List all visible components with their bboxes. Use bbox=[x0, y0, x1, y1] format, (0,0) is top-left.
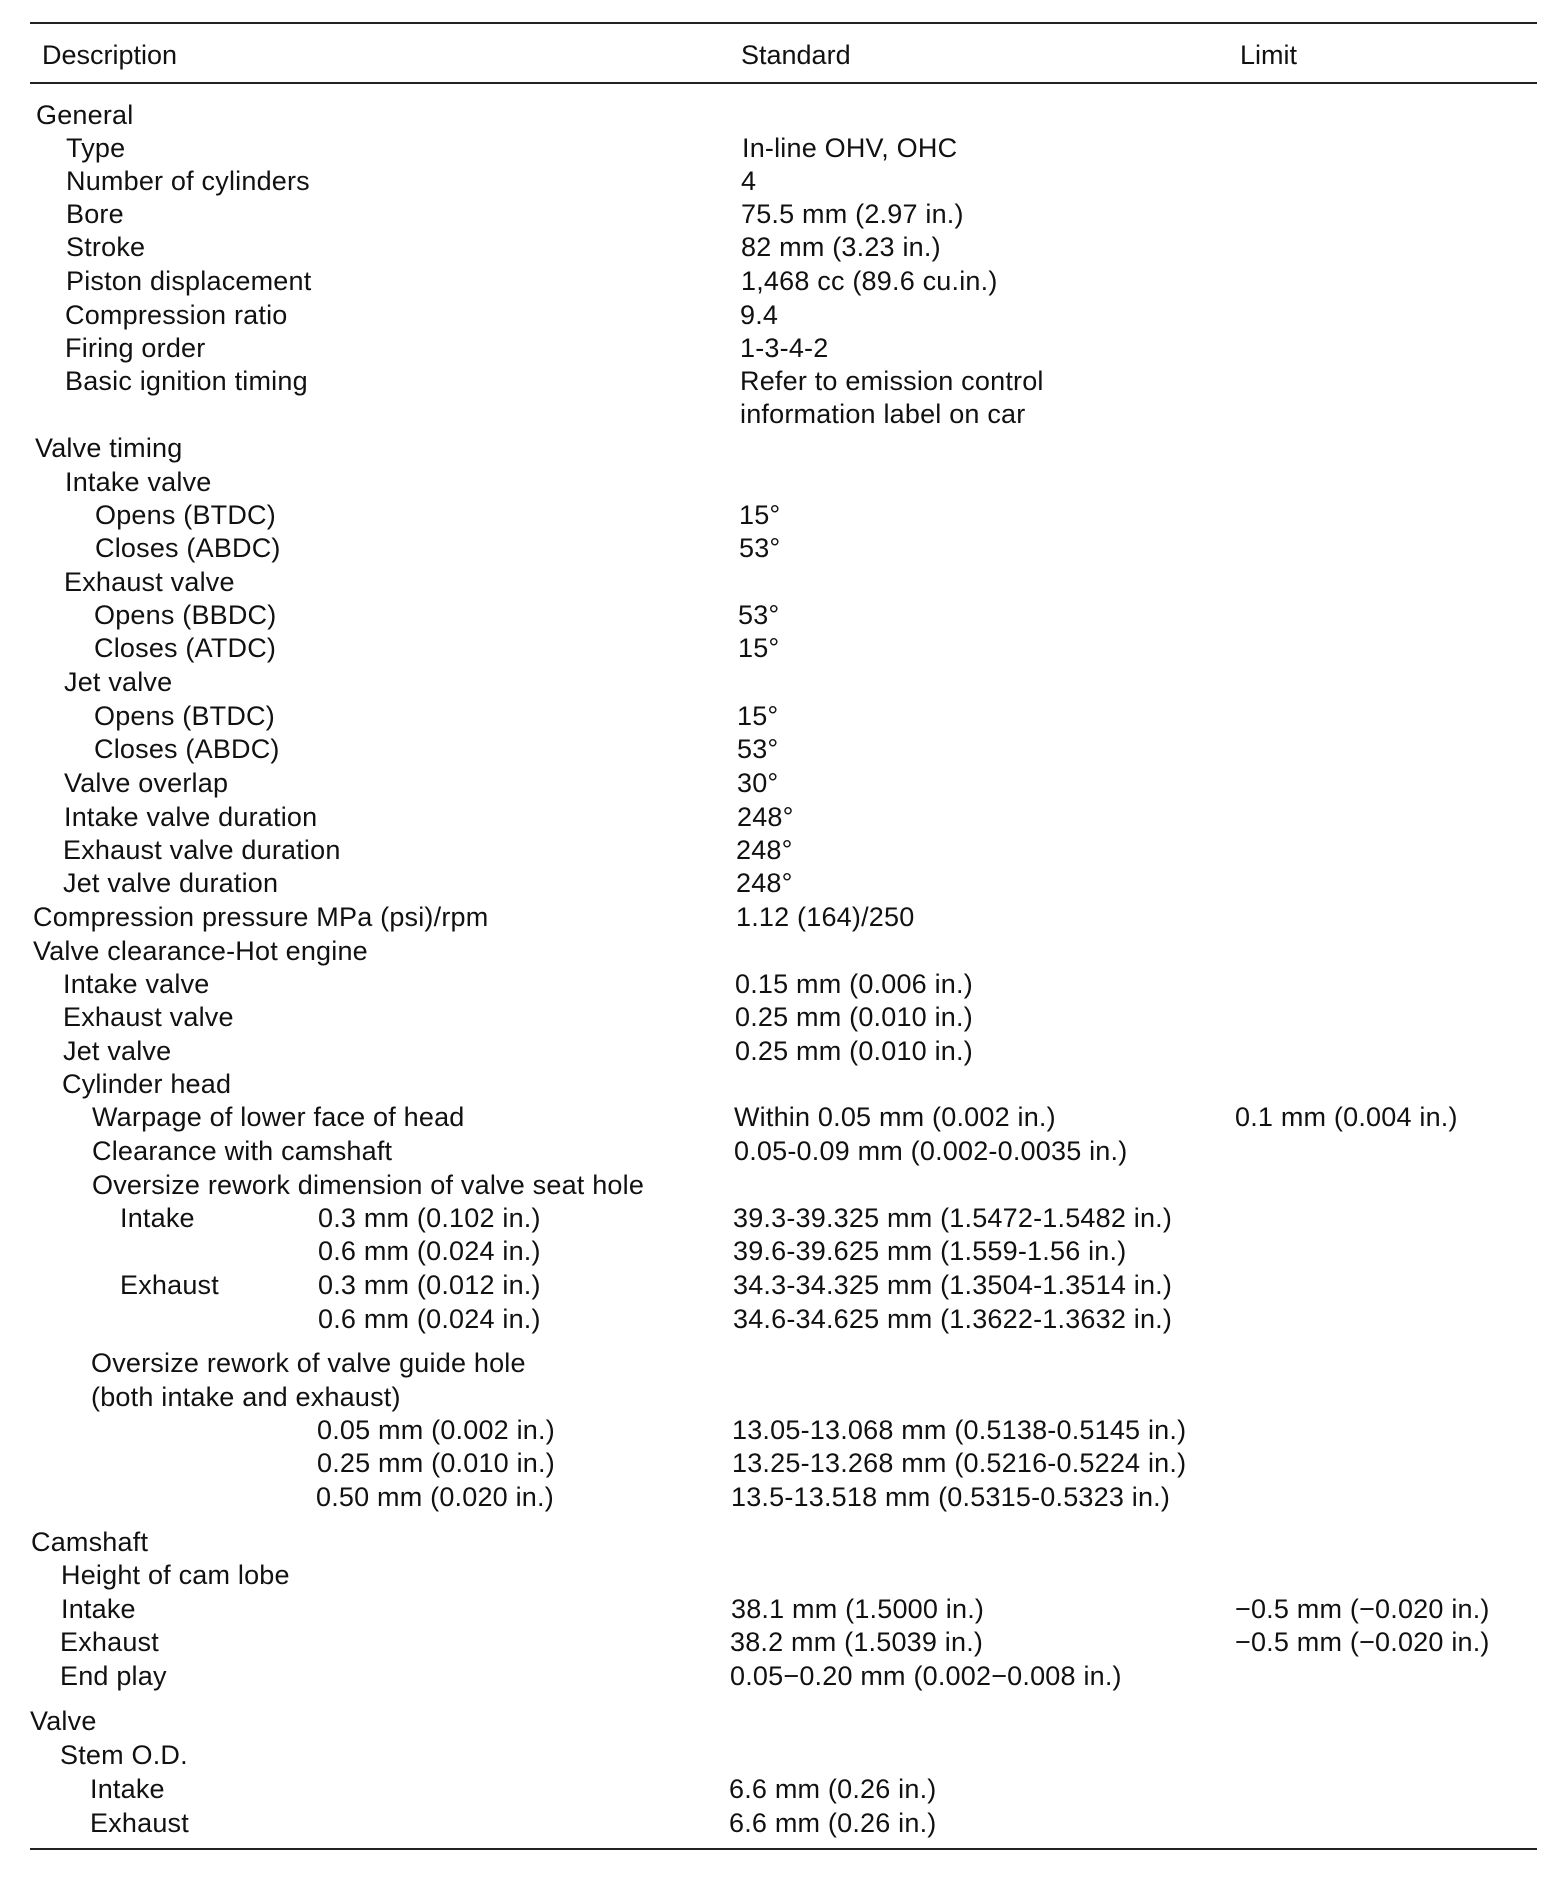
row-oversize: 0.3 mm (0.012 in.) bbox=[318, 1270, 541, 1300]
table-row bbox=[0, 1413, 1568, 1447]
table-row bbox=[0, 364, 1568, 398]
row-standard: 15° bbox=[738, 633, 780, 663]
row-standard: 0.15 mm (0.006 in.) bbox=[735, 969, 973, 999]
row-description: Jet valve bbox=[64, 667, 173, 697]
table-row bbox=[0, 264, 1568, 298]
row-description: Compression ratio bbox=[65, 300, 288, 330]
table-row bbox=[0, 866, 1568, 900]
row-standard: 6.6 mm (0.26 in.) bbox=[729, 1808, 937, 1838]
row-description: Stroke bbox=[66, 232, 146, 262]
table-row bbox=[0, 565, 1568, 599]
table-row bbox=[0, 1738, 1568, 1772]
row-standard: 0.25 mm (0.010 in.) bbox=[735, 1002, 973, 1032]
row-description: Exhaust bbox=[60, 1627, 159, 1657]
row-description: Intake bbox=[61, 1594, 136, 1624]
row-description: Intake valve bbox=[63, 969, 210, 999]
row-standard: 1-3-4-2 bbox=[740, 333, 829, 363]
row-standard: 1.12 (164)/250 bbox=[736, 902, 915, 932]
row-standard: 9.4 bbox=[740, 300, 779, 330]
row-standard: 82 mm (3.23 in.) bbox=[741, 232, 941, 262]
row-description: Valve clearance-Hot engine bbox=[33, 936, 368, 966]
table-row bbox=[0, 766, 1568, 800]
table-row bbox=[0, 1525, 1568, 1559]
row-standard: 34.6-34.625 mm (1.3622-1.3632 in.) bbox=[733, 1304, 1173, 1334]
row-description: Number of cylinders bbox=[66, 166, 310, 196]
row-limit: 0.1 mm (0.004 in.) bbox=[1235, 1102, 1458, 1132]
row-standard: 30° bbox=[737, 768, 779, 798]
row-description: Opens (BTDC) bbox=[95, 500, 276, 530]
table-row bbox=[0, 131, 1568, 165]
table-row bbox=[0, 598, 1568, 632]
row-description: Clearance with camshaft bbox=[92, 1136, 393, 1166]
row-description: Cylinder head bbox=[62, 1069, 232, 1099]
row-description: Exhaust valve duration bbox=[63, 835, 341, 865]
row-standard: 53° bbox=[739, 533, 781, 563]
row-standard: 15° bbox=[739, 500, 781, 530]
table-row bbox=[0, 1558, 1568, 1592]
row-oversize: 0.50 mm (0.020 in.) bbox=[316, 1482, 554, 1512]
row-standard: 248° bbox=[736, 835, 793, 865]
column-header-standard: Standard bbox=[741, 40, 851, 70]
row-standard: 53° bbox=[738, 600, 780, 630]
column-header-description: Description bbox=[42, 40, 178, 70]
table-row bbox=[0, 1201, 1568, 1235]
table-row bbox=[0, 1000, 1568, 1034]
row-standard: 13.25-13.268 mm (0.5216-0.5224 in.) bbox=[732, 1448, 1187, 1478]
table-row bbox=[0, 431, 1568, 465]
table-row bbox=[0, 531, 1568, 565]
row-standard: 38.1 mm (1.5000 in.) bbox=[731, 1594, 985, 1624]
row-oversize: 0.05 mm (0.002 in.) bbox=[317, 1415, 555, 1445]
row-description: Exhaust bbox=[90, 1808, 189, 1838]
row-standard: 0.25 mm (0.010 in.) bbox=[735, 1036, 973, 1066]
row-description: Firing order bbox=[65, 333, 206, 363]
table-row bbox=[0, 1067, 1568, 1101]
table-row bbox=[0, 1134, 1568, 1168]
table-row bbox=[0, 1446, 1568, 1480]
row-description: Intake valve bbox=[65, 467, 212, 497]
row-standard: 6.6 mm (0.26 in.) bbox=[729, 1774, 937, 1804]
table-row bbox=[0, 498, 1568, 532]
table-row bbox=[0, 900, 1568, 934]
table-row bbox=[0, 197, 1568, 231]
table-row bbox=[0, 1034, 1568, 1068]
row-description: Intake bbox=[120, 1203, 195, 1233]
row-standard: 248° bbox=[737, 802, 794, 832]
row-standard: 39.6-39.625 mm (1.559-1.56 in.) bbox=[733, 1236, 1127, 1266]
row-limit: −0.5 mm (−0.020 in.) bbox=[1235, 1627, 1490, 1657]
table-row bbox=[0, 98, 1568, 132]
table-row bbox=[0, 1100, 1568, 1134]
row-oversize: 0.3 mm (0.102 in.) bbox=[318, 1203, 541, 1233]
row-description: Bore bbox=[66, 199, 124, 229]
table-row bbox=[0, 732, 1568, 766]
table-row bbox=[0, 397, 1568, 431]
row-description: Warpage of lower face of head bbox=[92, 1102, 465, 1132]
table-row bbox=[0, 1806, 1568, 1840]
table-row bbox=[0, 1302, 1568, 1336]
row-description: Oversize rework of valve guide hole bbox=[91, 1348, 526, 1378]
row-description: Intake bbox=[90, 1774, 165, 1804]
row-description: Type bbox=[66, 133, 126, 163]
row-description: (both intake and exhaust) bbox=[91, 1382, 401, 1412]
row-standard: 38.2 mm (1.5039 in.) bbox=[730, 1627, 984, 1657]
table-row bbox=[0, 699, 1568, 733]
row-description: Opens (BBDC) bbox=[94, 600, 277, 630]
table-row bbox=[0, 1772, 1568, 1806]
row-description: Closes (ABDC) bbox=[94, 734, 280, 764]
table-row bbox=[0, 465, 1568, 499]
table-row bbox=[0, 298, 1568, 332]
row-standard: 248° bbox=[736, 868, 793, 898]
table-row bbox=[0, 665, 1568, 699]
table-row bbox=[0, 164, 1568, 198]
table-row bbox=[0, 967, 1568, 1001]
row-standard: 13.05-13.068 mm (0.5138-0.5145 in.) bbox=[732, 1415, 1187, 1445]
row-standard: Refer to emission control bbox=[740, 366, 1044, 396]
row-description: Exhaust valve bbox=[63, 1002, 234, 1032]
table-row bbox=[0, 934, 1568, 968]
row-standard: In-line OHV, OHC bbox=[742, 133, 958, 163]
row-limit: −0.5 mm (−0.020 in.) bbox=[1235, 1594, 1490, 1624]
table-row bbox=[0, 1346, 1568, 1380]
row-description: Basic ignition timing bbox=[65, 366, 308, 396]
row-description: Exhaust valve bbox=[64, 567, 235, 597]
table-row bbox=[0, 1592, 1568, 1626]
row-standard: 15° bbox=[737, 701, 779, 731]
row-description: Opens (BTDC) bbox=[94, 701, 275, 731]
row-description: Piston displacement bbox=[66, 266, 312, 296]
row-description: Closes (ABDC) bbox=[95, 533, 281, 563]
table-row bbox=[0, 331, 1568, 365]
row-oversize: 0.6 mm (0.024 in.) bbox=[318, 1304, 541, 1334]
row-standard: 34.3-34.325 mm (1.3504-1.3514 in.) bbox=[733, 1270, 1173, 1300]
row-description: Oversize rework dimension of valve seat hole bbox=[92, 1170, 645, 1200]
row-standard: 75.5 mm (2.97 in.) bbox=[741, 199, 964, 229]
table-row bbox=[0, 1380, 1568, 1414]
row-standard: information label on car bbox=[740, 399, 1026, 429]
row-oversize: 0.25 mm (0.010 in.) bbox=[317, 1448, 555, 1478]
row-description: End play bbox=[60, 1661, 167, 1691]
row-description: Jet valve duration bbox=[63, 868, 279, 898]
row-description: Intake valve duration bbox=[64, 802, 318, 832]
table-row bbox=[0, 230, 1568, 264]
row-description: Jet valve bbox=[63, 1036, 172, 1066]
table-row bbox=[0, 631, 1568, 665]
row-description: Valve overlap bbox=[64, 768, 229, 798]
table-row bbox=[0, 1168, 1568, 1202]
row-description: Valve bbox=[30, 1706, 97, 1736]
row-oversize: 0.6 mm (0.024 in.) bbox=[318, 1236, 541, 1266]
row-standard: 39.3-39.325 mm (1.5472-1.5482 in.) bbox=[733, 1203, 1173, 1233]
row-standard: 4 bbox=[741, 166, 757, 196]
row-standard: 0.05−0.20 mm (0.002−0.008 in.) bbox=[730, 1661, 1122, 1691]
column-header-limit: Limit bbox=[1240, 40, 1298, 70]
row-standard: 13.5-13.518 mm (0.5315-0.5323 in.) bbox=[731, 1482, 1171, 1512]
table-row bbox=[0, 1625, 1568, 1659]
row-standard: 53° bbox=[737, 734, 779, 764]
row-description: General bbox=[36, 100, 134, 130]
bottom-rule bbox=[30, 1848, 1537, 1850]
row-standard: 1,468 cc (89.6 cu.in.) bbox=[741, 266, 998, 296]
row-standard: 0.05-0.09 mm (0.002-0.0035 in.) bbox=[734, 1136, 1128, 1166]
row-description: Stem O.D. bbox=[60, 1740, 188, 1770]
row-description: Closes (ATDC) bbox=[94, 633, 277, 663]
table-row bbox=[0, 1659, 1568, 1693]
row-description: Height of cam lobe bbox=[61, 1560, 290, 1590]
row-standard: Within 0.05 mm (0.002 in.) bbox=[734, 1102, 1056, 1132]
table-row bbox=[0, 800, 1568, 834]
table-row bbox=[0, 833, 1568, 867]
row-description: Valve timing bbox=[35, 433, 183, 463]
row-description: Exhaust bbox=[120, 1270, 219, 1300]
table-row bbox=[0, 1704, 1568, 1738]
table-row bbox=[0, 1268, 1568, 1302]
table-row bbox=[0, 1234, 1568, 1268]
row-description: Camshaft bbox=[31, 1527, 149, 1557]
table-row bbox=[0, 1480, 1568, 1514]
header-rule bbox=[30, 82, 1537, 84]
top-rule bbox=[30, 22, 1537, 24]
row-description: Compression pressure MPa (psi)/rpm bbox=[33, 902, 489, 932]
